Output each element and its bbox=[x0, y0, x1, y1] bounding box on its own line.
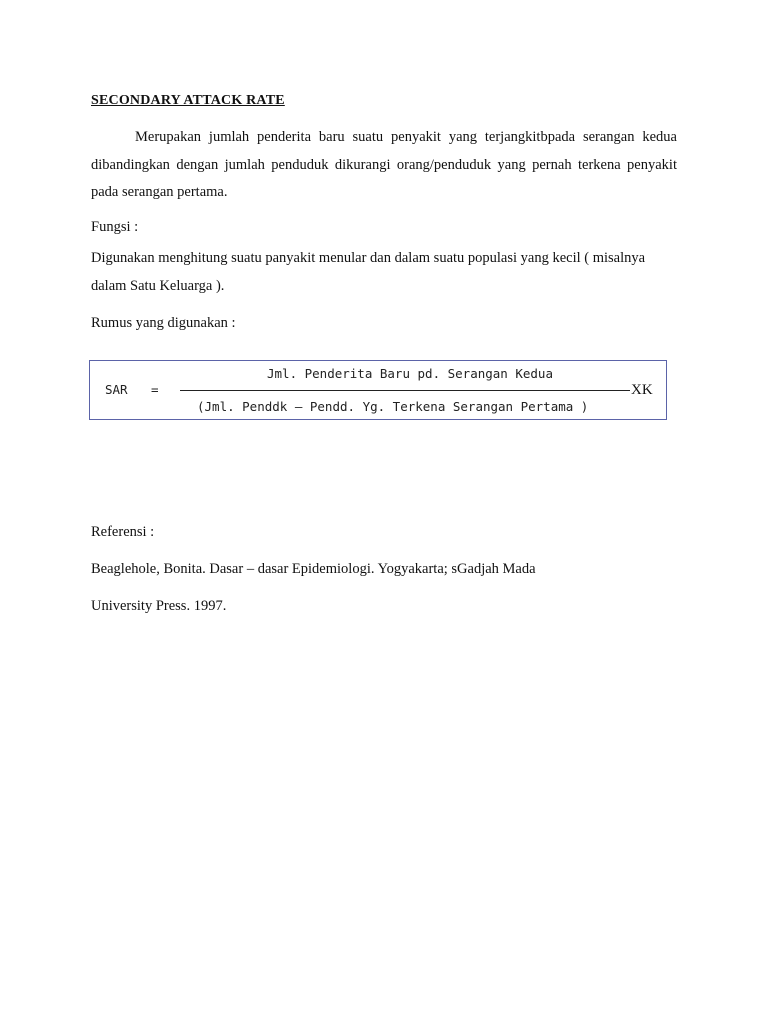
formula-numerator: Jml. Penderita Baru pd. Serangan Kedua bbox=[267, 366, 553, 381]
definition-paragraph: Merupakan jumlah penderita baru suatu penyakit yang terjangkitbpada serangan kedua dibandingkan dengan jumlah penduduk dikurangi orang/penduduk yang pernah terkena penyakit pada serangan pertama. bbox=[91, 129, 677, 200]
formula-label: Rumus yang digunakan : bbox=[91, 315, 236, 331]
formula-equals: = bbox=[151, 382, 159, 397]
reference-line-2: University Press. 1997. bbox=[91, 598, 227, 614]
formula-multiplier: XK bbox=[631, 382, 653, 398]
function-paragraph: Digunakan menghitung suatu panyakit menular dan dalam suatu populasi yang kecil ( misalnya dalam Satu Keluarga ). bbox=[91, 250, 646, 294]
function-label: Fungsi : bbox=[91, 219, 139, 235]
formula-fraction-bar bbox=[180, 390, 630, 391]
reference-line-1: Beaglehole, Bonita. Dasar – dasar Epidemiologi. Yogyakarta; sGadjah Mada bbox=[91, 561, 536, 577]
formula-box bbox=[89, 360, 667, 420]
reference-label: Referensi : bbox=[91, 524, 155, 540]
formula-denominator: (Jml. Penddk — Pendd. Yg. Terkena Serangan Pertama ) bbox=[197, 399, 589, 414]
formula-lhs: SAR bbox=[105, 382, 128, 397]
document-title: SECONDARY ATTACK RATE bbox=[91, 93, 285, 108]
